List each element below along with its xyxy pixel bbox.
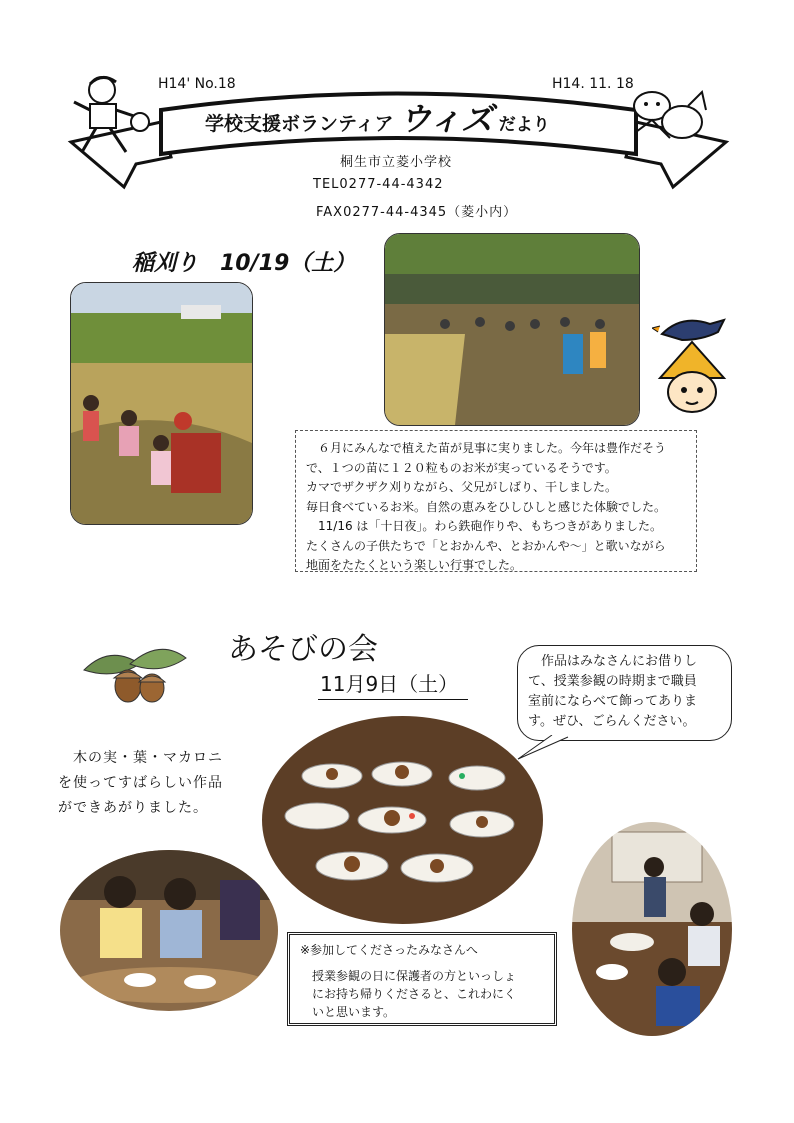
- side-text-line: を使ってすばらしい作品: [58, 775, 223, 791]
- participants-note: [287, 932, 557, 1026]
- harvest-line: 11/16 は「十日夜」。わら鉄砲作りや、もちつきがありました。: [306, 519, 663, 533]
- speech-line: 室前にならべて飾ってありま: [528, 694, 698, 709]
- cartoon-runner-left: [68, 72, 152, 158]
- photo-classroom-crafting: [572, 822, 732, 1036]
- photo-rice-harvest-children: [70, 282, 253, 525]
- speech-line: て、授業参観の時期まで職員: [528, 674, 697, 689]
- note-title: ※参加してくださったみなさんへ: [300, 943, 478, 957]
- school-fax: FAX0277-44-4345（菱小内）: [316, 205, 518, 220]
- banner-title-prefix: 学校支援ボランティア: [205, 113, 394, 135]
- photo-craft-table-works: [262, 716, 543, 924]
- note-line: いと思います。: [312, 1005, 396, 1019]
- harvest-line: 毎日食べているお米。自然の恵みをひしひしと感じた体験でした。: [306, 499, 667, 514]
- school-name: 桐生市立菱小学校: [340, 155, 453, 170]
- harvest-heading: 稲刈り 10/19（土）: [132, 251, 356, 276]
- note-line: にお持ち帰りくださると、これわにく: [312, 987, 517, 1001]
- play-heading: あそびの会: [228, 632, 378, 667]
- speech-line: す。ぜひ、ごらんください。: [528, 714, 696, 729]
- banner-title-suffix: だより: [498, 115, 550, 135]
- crow-mascot-illustration: [652, 306, 734, 418]
- play-side-text: [58, 746, 223, 821]
- speech-line: 作品はみなさんにお借りし: [528, 654, 698, 669]
- issue-number: H14' No.18: [158, 76, 236, 92]
- harvest-line: ６月にみんなで植えた苗が見事に実りました。今年は豊作だそう: [306, 441, 667, 455]
- acorn-leaves-illustration: [80, 640, 190, 708]
- note-line: 授業参観の日に保護者の方といっしょ: [312, 969, 517, 983]
- play-date: 11月9日（土）: [318, 668, 468, 700]
- side-text-line: 木の実・葉・マカロニ: [58, 750, 223, 766]
- speech-bubble-tail: [516, 735, 576, 761]
- cartoon-animals-right: [622, 76, 710, 152]
- photo-children-crafting: [60, 850, 278, 1011]
- banner-title: [205, 94, 605, 140]
- harvest-line: たくさんの子供たちで「とおかんや、とおかんや～」と歌いながら: [306, 538, 666, 553]
- side-text-line: ができあがりました。: [58, 800, 208, 816]
- harvest-line: 地面をたたくという楽しい行事でした。: [306, 558, 523, 572]
- banner-title-main: ウィズ: [399, 100, 494, 138]
- exhibit-speech-bubble: [517, 645, 732, 741]
- issue-date: H14. 11. 18: [552, 76, 634, 92]
- photo-rice-field-group: [384, 233, 640, 426]
- harvest-paragraph: [295, 430, 697, 572]
- harvest-line: カマでザクザク刈りながら、父兄がしばり、干しました。: [306, 480, 618, 494]
- school-tel: TEL0277-44-4342: [313, 177, 444, 192]
- harvest-line: で、１つの苗に１２０粒ものお米が実っているそうです。: [306, 460, 617, 475]
